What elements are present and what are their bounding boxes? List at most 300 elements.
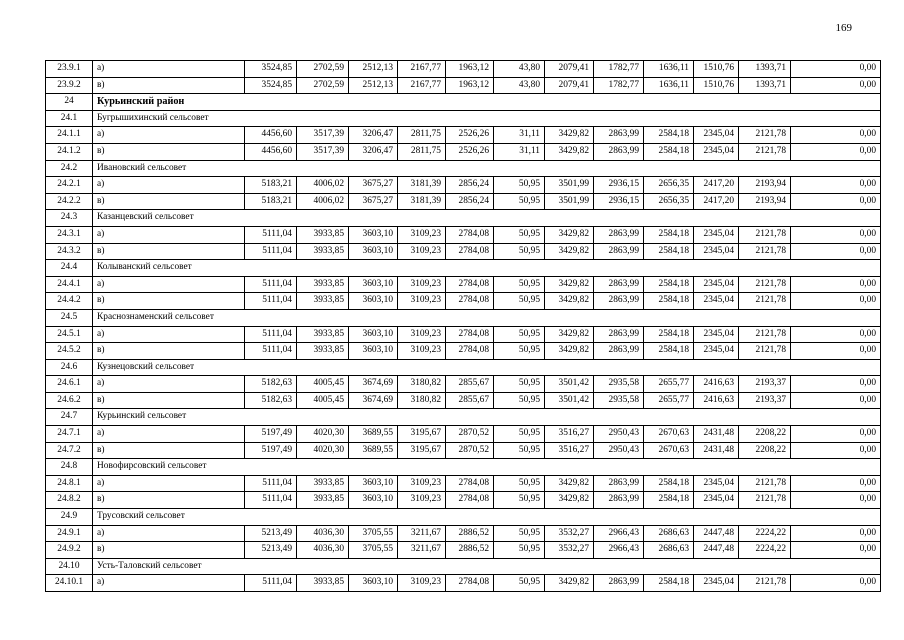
row-label: а) xyxy=(93,525,245,542)
value-cell: 3516,27 xyxy=(545,426,594,443)
value-cell: 3429,82 xyxy=(545,475,594,492)
value-cell: 2584,18 xyxy=(644,243,694,260)
section-title: Краснознаменский сельсовет xyxy=(93,309,881,326)
value-cell: 2584,18 xyxy=(644,475,694,492)
table-row xyxy=(46,376,881,393)
value-cell: 2870,52 xyxy=(446,426,494,443)
value-cell: 2702,59 xyxy=(297,61,349,78)
value-cell: 0,00 xyxy=(791,525,881,542)
row-code: 24.5.2 xyxy=(46,343,93,360)
section-row xyxy=(46,509,881,526)
value-cell: 3501,99 xyxy=(545,177,594,194)
value-cell: 2167,77 xyxy=(398,61,446,78)
value-cell: 2431,48 xyxy=(694,426,739,443)
value-cell: 3429,82 xyxy=(545,293,594,310)
value-cell: 3501,99 xyxy=(545,193,594,210)
value-cell: 2784,08 xyxy=(446,343,494,360)
value-cell: 4456,60 xyxy=(245,127,297,144)
value-cell: 2584,18 xyxy=(644,343,694,360)
value-cell: 1963,12 xyxy=(446,77,494,94)
row-code: 24.8.2 xyxy=(46,492,93,509)
value-cell: 50,95 xyxy=(494,177,545,194)
value-cell: 5182,63 xyxy=(245,376,297,393)
value-cell: 2121,78 xyxy=(739,276,791,293)
value-cell: 3933,85 xyxy=(297,276,349,293)
section-title: Трусовский сельсовет xyxy=(93,509,881,526)
value-cell: 3603,10 xyxy=(349,293,398,310)
value-cell: 3603,10 xyxy=(349,575,398,592)
value-cell: 2447,48 xyxy=(694,542,739,559)
value-cell: 5183,21 xyxy=(245,193,297,210)
row-code: 24.2.2 xyxy=(46,193,93,210)
section-row xyxy=(46,558,881,575)
value-cell: 3109,23 xyxy=(398,475,446,492)
section-row xyxy=(46,459,881,476)
row-code: 24.8 xyxy=(46,459,93,476)
row-code: 24.2.1 xyxy=(46,177,93,194)
value-cell: 5111,04 xyxy=(245,343,297,360)
section-title: Ивановский сельсовет xyxy=(93,160,881,177)
section-title: Кузнецовский сельсовет xyxy=(93,359,881,376)
value-cell: 2416,63 xyxy=(694,376,739,393)
row-code: 24.6.1 xyxy=(46,376,93,393)
value-cell: 3933,85 xyxy=(297,575,349,592)
value-cell: 3933,85 xyxy=(297,492,349,509)
value-cell: 2784,08 xyxy=(446,243,494,260)
value-cell: 2656,35 xyxy=(644,193,694,210)
value-cell: 5111,04 xyxy=(245,326,297,343)
value-cell: 2584,18 xyxy=(644,226,694,243)
value-cell: 2784,08 xyxy=(446,475,494,492)
value-cell: 3181,39 xyxy=(398,177,446,194)
value-cell: 2417,20 xyxy=(694,193,739,210)
value-cell: 50,95 xyxy=(494,326,545,343)
table-row xyxy=(46,442,881,459)
value-cell: 2345,04 xyxy=(694,575,739,592)
value-cell: 3517,39 xyxy=(297,127,349,144)
value-cell: 2702,59 xyxy=(297,77,349,94)
value-cell: 50,95 xyxy=(494,475,545,492)
value-cell: 2345,04 xyxy=(694,492,739,509)
value-cell: 1636,11 xyxy=(644,77,694,94)
value-cell: 50,95 xyxy=(494,243,545,260)
value-cell: 50,95 xyxy=(494,442,545,459)
table-row xyxy=(46,127,881,144)
value-cell: 0,00 xyxy=(791,376,881,393)
row-code: 24.1 xyxy=(46,110,93,127)
value-cell: 2886,52 xyxy=(446,542,494,559)
value-cell: 2863,99 xyxy=(594,243,644,260)
table-row xyxy=(46,77,881,94)
value-cell: 3675,27 xyxy=(349,177,398,194)
value-cell: 3109,23 xyxy=(398,293,446,310)
value-cell: 2784,08 xyxy=(446,492,494,509)
table-row xyxy=(46,542,881,559)
value-cell: 4005,45 xyxy=(297,392,349,409)
value-cell: 3181,39 xyxy=(398,193,446,210)
section-row xyxy=(46,160,881,177)
value-cell: 3211,67 xyxy=(398,542,446,559)
value-cell: 3603,10 xyxy=(349,243,398,260)
value-cell: 5213,49 xyxy=(245,542,297,559)
value-cell: 2863,99 xyxy=(594,475,644,492)
row-code: 24.4.1 xyxy=(46,276,93,293)
value-cell: 2784,08 xyxy=(446,575,494,592)
row-label: а) xyxy=(93,276,245,293)
value-cell: 2345,04 xyxy=(694,475,739,492)
value-cell: 2208,22 xyxy=(739,442,791,459)
row-code: 24.2 xyxy=(46,160,93,177)
table-row xyxy=(46,392,881,409)
value-cell: 2811,75 xyxy=(398,127,446,144)
value-cell: 2966,43 xyxy=(594,525,644,542)
value-cell: 3109,23 xyxy=(398,575,446,592)
value-cell: 1636,11 xyxy=(644,61,694,78)
value-cell: 4005,45 xyxy=(297,376,349,393)
value-cell: 2584,18 xyxy=(644,575,694,592)
row-code: 24.3.1 xyxy=(46,226,93,243)
value-cell: 3109,23 xyxy=(398,326,446,343)
table-row xyxy=(46,276,881,293)
value-cell: 2856,24 xyxy=(446,177,494,194)
value-cell: 0,00 xyxy=(791,193,881,210)
row-code: 24.3 xyxy=(46,210,93,227)
value-cell: 3933,85 xyxy=(297,343,349,360)
value-cell: 0,00 xyxy=(791,492,881,509)
value-cell: 2935,58 xyxy=(594,376,644,393)
value-cell: 2121,78 xyxy=(739,343,791,360)
section-title: Бугрышихинский сельсовет xyxy=(93,110,881,127)
value-cell: 3195,67 xyxy=(398,426,446,443)
value-cell: 2863,99 xyxy=(594,293,644,310)
row-label: в) xyxy=(93,343,245,360)
value-cell: 4006,02 xyxy=(297,193,349,210)
value-cell: 2121,78 xyxy=(739,127,791,144)
value-cell: 1393,71 xyxy=(739,77,791,94)
value-cell: 4456,60 xyxy=(245,143,297,160)
value-cell: 3429,82 xyxy=(545,326,594,343)
value-cell: 1510,76 xyxy=(694,77,739,94)
value-cell: 4020,30 xyxy=(297,426,349,443)
value-cell: 0,00 xyxy=(791,575,881,592)
value-cell: 3933,85 xyxy=(297,475,349,492)
value-cell: 0,00 xyxy=(791,61,881,78)
row-label: а) xyxy=(93,326,245,343)
value-cell: 2512,13 xyxy=(349,77,398,94)
value-cell: 3211,67 xyxy=(398,525,446,542)
value-cell: 50,95 xyxy=(494,392,545,409)
value-cell: 5111,04 xyxy=(245,575,297,592)
value-cell: 3109,23 xyxy=(398,243,446,260)
value-cell: 2863,99 xyxy=(594,143,644,160)
value-cell: 3501,42 xyxy=(545,376,594,393)
value-cell: 2079,41 xyxy=(545,61,594,78)
value-cell: 3206,47 xyxy=(349,143,398,160)
value-cell: 2345,04 xyxy=(694,127,739,144)
page-number: 169 xyxy=(835,22,852,34)
row-label: в) xyxy=(93,243,245,260)
row-code: 24.9.2 xyxy=(46,542,93,559)
table-row xyxy=(46,492,881,509)
value-cell: 43,80 xyxy=(494,77,545,94)
value-cell: 0,00 xyxy=(791,226,881,243)
table-row xyxy=(46,575,881,592)
value-cell: 3429,82 xyxy=(545,492,594,509)
value-cell: 2121,78 xyxy=(739,475,791,492)
row-code: 24.3.2 xyxy=(46,243,93,260)
table-body xyxy=(46,61,881,592)
value-cell: 2208,22 xyxy=(739,426,791,443)
table-row xyxy=(46,343,881,360)
row-label: а) xyxy=(93,426,245,443)
value-cell: 1393,71 xyxy=(739,61,791,78)
row-code: 24.9.1 xyxy=(46,525,93,542)
table-row xyxy=(46,61,881,78)
value-cell: 0,00 xyxy=(791,127,881,144)
value-cell: 5197,49 xyxy=(245,426,297,443)
value-cell: 31,11 xyxy=(494,143,545,160)
table-row xyxy=(46,226,881,243)
value-cell: 3532,27 xyxy=(545,542,594,559)
value-cell: 3109,23 xyxy=(398,276,446,293)
value-cell: 2784,08 xyxy=(446,326,494,343)
section-title: Новофирсовский сельсовет xyxy=(93,459,881,476)
value-cell: 2121,78 xyxy=(739,492,791,509)
value-cell: 2121,78 xyxy=(739,226,791,243)
value-cell: 4036,30 xyxy=(297,525,349,542)
value-cell: 5111,04 xyxy=(245,475,297,492)
value-cell: 50,95 xyxy=(494,575,545,592)
value-cell: 3603,10 xyxy=(349,276,398,293)
value-cell: 3516,27 xyxy=(545,442,594,459)
row-code: 24.6 xyxy=(46,359,93,376)
section-row xyxy=(46,210,881,227)
value-cell: 2345,04 xyxy=(694,243,739,260)
row-label: а) xyxy=(93,226,245,243)
row-label: в) xyxy=(93,193,245,210)
value-cell: 3429,82 xyxy=(545,343,594,360)
value-cell: 2863,99 xyxy=(594,575,644,592)
value-cell: 3603,10 xyxy=(349,475,398,492)
row-code: 24 xyxy=(46,94,93,111)
value-cell: 4006,02 xyxy=(297,177,349,194)
value-cell: 50,95 xyxy=(494,426,545,443)
row-label: а) xyxy=(93,127,245,144)
value-cell: 3524,85 xyxy=(245,77,297,94)
row-code: 24.1.1 xyxy=(46,127,93,144)
value-cell: 2870,52 xyxy=(446,442,494,459)
row-label: а) xyxy=(93,177,245,194)
value-cell: 3933,85 xyxy=(297,326,349,343)
value-cell: 2670,63 xyxy=(644,426,694,443)
value-cell: 3195,67 xyxy=(398,442,446,459)
value-cell: 5111,04 xyxy=(245,243,297,260)
value-cell: 3524,85 xyxy=(245,61,297,78)
value-cell: 2584,18 xyxy=(644,143,694,160)
value-cell: 3109,23 xyxy=(398,492,446,509)
table-row xyxy=(46,326,881,343)
value-cell: 5183,21 xyxy=(245,177,297,194)
value-cell: 2966,43 xyxy=(594,542,644,559)
value-cell: 2784,08 xyxy=(446,293,494,310)
table-row xyxy=(46,243,881,260)
value-cell: 5111,04 xyxy=(245,276,297,293)
value-cell: 5213,49 xyxy=(245,525,297,542)
value-cell: 43,80 xyxy=(494,61,545,78)
value-cell: 2935,58 xyxy=(594,392,644,409)
value-cell: 3429,82 xyxy=(545,127,594,144)
row-label: в) xyxy=(93,492,245,509)
row-code: 24.9 xyxy=(46,509,93,526)
value-cell: 2950,43 xyxy=(594,426,644,443)
row-label: а) xyxy=(93,61,245,78)
value-cell: 2345,04 xyxy=(694,326,739,343)
section-title: Курьинский сельсовет xyxy=(93,409,881,426)
row-code: 24.7.2 xyxy=(46,442,93,459)
value-cell: 0,00 xyxy=(791,392,881,409)
value-cell: 50,95 xyxy=(494,343,545,360)
section-title: Курьинский район xyxy=(93,94,881,111)
value-cell: 2856,24 xyxy=(446,193,494,210)
value-cell: 3429,82 xyxy=(545,575,594,592)
section-row xyxy=(46,409,881,426)
value-cell: 2416,63 xyxy=(694,392,739,409)
value-cell: 3429,82 xyxy=(545,226,594,243)
value-cell: 2936,15 xyxy=(594,193,644,210)
row-code: 24.1.2 xyxy=(46,143,93,160)
value-cell: 2224,22 xyxy=(739,525,791,542)
value-cell: 3705,55 xyxy=(349,525,398,542)
value-cell: 2121,78 xyxy=(739,143,791,160)
row-label: в) xyxy=(93,143,245,160)
section-row xyxy=(46,260,881,277)
value-cell: 2584,18 xyxy=(644,492,694,509)
value-cell: 3933,85 xyxy=(297,293,349,310)
value-cell: 2863,99 xyxy=(594,343,644,360)
value-cell: 50,95 xyxy=(494,226,545,243)
value-cell: 31,11 xyxy=(494,127,545,144)
value-cell: 0,00 xyxy=(791,326,881,343)
row-code: 24.7.1 xyxy=(46,426,93,443)
value-cell: 1782,77 xyxy=(594,77,644,94)
value-cell: 3429,82 xyxy=(545,243,594,260)
value-cell: 5197,49 xyxy=(245,442,297,459)
value-cell: 2193,94 xyxy=(739,177,791,194)
value-cell: 2863,99 xyxy=(594,492,644,509)
row-code: 24.8.1 xyxy=(46,475,93,492)
value-cell: 0,00 xyxy=(791,343,881,360)
value-cell: 50,95 xyxy=(494,525,545,542)
table-row xyxy=(46,143,881,160)
table-row xyxy=(46,525,881,542)
value-cell: 50,95 xyxy=(494,492,545,509)
value-cell: 2526,26 xyxy=(446,143,494,160)
value-cell: 0,00 xyxy=(791,426,881,443)
value-cell: 2526,26 xyxy=(446,127,494,144)
value-cell: 0,00 xyxy=(791,442,881,459)
row-label: в) xyxy=(93,77,245,94)
value-cell: 5111,04 xyxy=(245,226,297,243)
value-cell: 3429,82 xyxy=(545,276,594,293)
value-cell: 50,95 xyxy=(494,376,545,393)
value-cell: 5111,04 xyxy=(245,293,297,310)
section-title: Колыванский сельсовет xyxy=(93,260,881,277)
value-cell: 3603,10 xyxy=(349,226,398,243)
value-cell: 2447,48 xyxy=(694,525,739,542)
value-cell: 2345,04 xyxy=(694,293,739,310)
row-label: а) xyxy=(93,376,245,393)
value-cell: 2670,63 xyxy=(644,442,694,459)
section-row xyxy=(46,359,881,376)
value-cell: 50,95 xyxy=(494,193,545,210)
value-cell: 2784,08 xyxy=(446,226,494,243)
section-title: Усть-Таловский сельсовет xyxy=(93,558,881,575)
section-row xyxy=(46,110,881,127)
value-cell: 3180,82 xyxy=(398,392,446,409)
table-row xyxy=(46,293,881,310)
value-cell: 3674,69 xyxy=(349,376,398,393)
value-cell: 2121,78 xyxy=(739,326,791,343)
row-label: в) xyxy=(93,293,245,310)
value-cell: 2193,94 xyxy=(739,193,791,210)
value-cell: 2584,18 xyxy=(644,127,694,144)
value-cell: 2863,99 xyxy=(594,326,644,343)
value-cell: 0,00 xyxy=(791,143,881,160)
value-cell: 50,95 xyxy=(494,276,545,293)
value-cell: 2193,37 xyxy=(739,392,791,409)
value-cell: 50,95 xyxy=(494,542,545,559)
value-cell: 3109,23 xyxy=(398,343,446,360)
table-row xyxy=(46,426,881,443)
value-cell: 2655,77 xyxy=(644,376,694,393)
section-title: Казанцевский сельсовет xyxy=(93,210,881,227)
row-code: 24.10 xyxy=(46,558,93,575)
table-row xyxy=(46,475,881,492)
value-cell: 3429,82 xyxy=(545,143,594,160)
value-cell: 3689,55 xyxy=(349,426,398,443)
value-cell: 2936,15 xyxy=(594,177,644,194)
value-cell: 2886,52 xyxy=(446,525,494,542)
value-cell: 2855,67 xyxy=(446,376,494,393)
value-cell: 2431,48 xyxy=(694,442,739,459)
value-cell: 3689,55 xyxy=(349,442,398,459)
row-code: 24.5 xyxy=(46,309,93,326)
value-cell: 2584,18 xyxy=(644,326,694,343)
value-cell: 3603,10 xyxy=(349,343,398,360)
value-cell: 2345,04 xyxy=(694,143,739,160)
value-cell: 2345,04 xyxy=(694,276,739,293)
value-cell: 2584,18 xyxy=(644,276,694,293)
value-cell: 0,00 xyxy=(791,475,881,492)
value-cell: 0,00 xyxy=(791,243,881,260)
value-cell: 3501,42 xyxy=(545,392,594,409)
row-code: 24.6.2 xyxy=(46,392,93,409)
row-code: 24.10.1 xyxy=(46,575,93,592)
row-code: 24.5.1 xyxy=(46,326,93,343)
value-cell: 3933,85 xyxy=(297,243,349,260)
value-cell: 0,00 xyxy=(791,542,881,559)
section-row xyxy=(46,94,881,111)
value-cell: 0,00 xyxy=(791,293,881,310)
value-cell: 2863,99 xyxy=(594,276,644,293)
value-cell: 3517,39 xyxy=(297,143,349,160)
value-cell: 5182,63 xyxy=(245,392,297,409)
value-cell: 2167,77 xyxy=(398,77,446,94)
value-cell: 2656,35 xyxy=(644,177,694,194)
value-cell: 1782,77 xyxy=(594,61,644,78)
value-cell: 3206,47 xyxy=(349,127,398,144)
value-cell: 2855,67 xyxy=(446,392,494,409)
